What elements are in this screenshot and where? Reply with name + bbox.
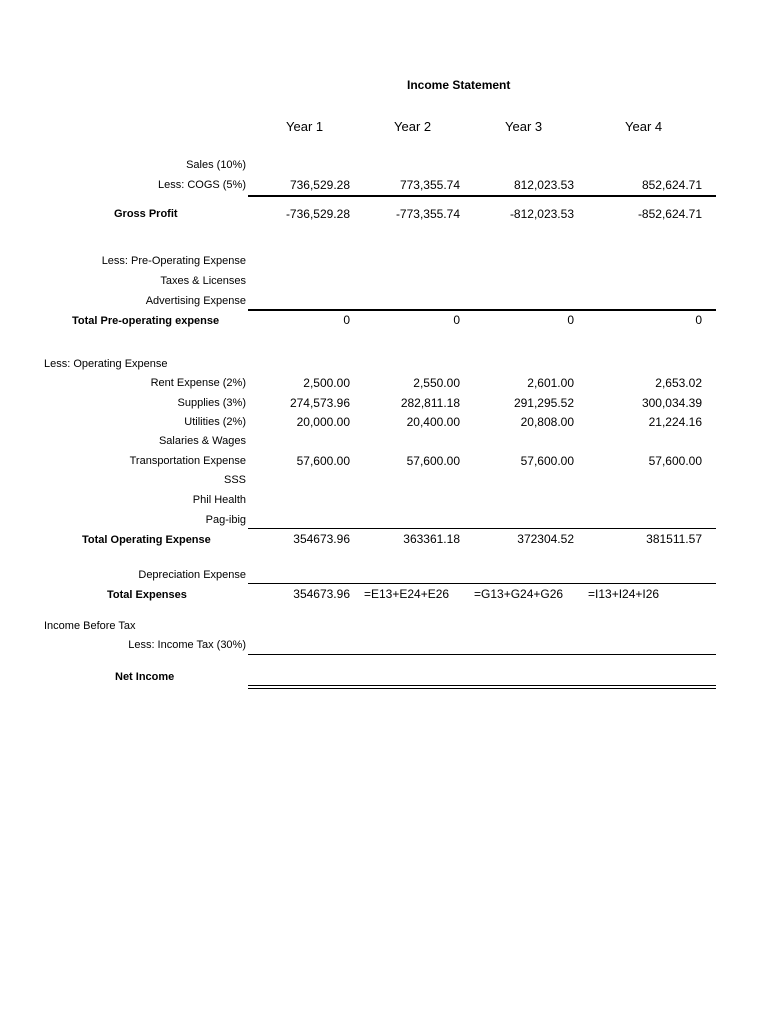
- rent-year-4: 2,653.02: [655, 376, 702, 390]
- gross-profit-label: Gross Profit: [114, 208, 178, 220]
- income-before-tax-label: Income Before Tax: [44, 620, 136, 632]
- depreciation-underline: [248, 583, 716, 584]
- advertising-underline: [248, 309, 716, 311]
- total-expenses-year-2: =E13+E24+E26: [364, 587, 450, 601]
- total-expenses-year-4: =I13+I24+I26: [588, 587, 660, 601]
- total-pre-operating-year-4: 0: [695, 313, 702, 327]
- taxes-licenses-label: Taxes & Licenses: [160, 275, 246, 287]
- rent-year-3: 2,601.00: [527, 376, 574, 390]
- cogs-year-1: 736,529.28: [289, 178, 350, 192]
- supplies-year-2: 282,811.18: [400, 396, 460, 410]
- sss-label: SSS: [223, 474, 246, 486]
- gross-profit-year-3: -812,023.53: [509, 207, 574, 221]
- cogs-underline: [248, 195, 716, 197]
- transportation-year-2: 57,600.00: [406, 454, 460, 468]
- total-pre-operating-year-1: 0: [343, 313, 350, 327]
- sales-label: Sales (10%): [186, 159, 246, 171]
- transportation-year-4: 57,600.00: [648, 454, 702, 468]
- rent-label: Rent Expense (2%): [150, 377, 246, 389]
- rent-year-2: 2,550.00: [413, 376, 460, 390]
- statement-title: Income Statement: [407, 78, 511, 92]
- supplies-year-1: 274,573.96: [289, 396, 350, 410]
- utilities-year-4: 21,224.16: [648, 415, 702, 429]
- rent-year-1: 2,500.00: [303, 376, 350, 390]
- income-tax-underline: [248, 654, 716, 655]
- total-expenses-label: Total Expenses: [107, 589, 187, 601]
- total-expenses-year-1: 354673.96: [293, 587, 350, 601]
- total-operating-year-2: 363361.18: [403, 532, 460, 546]
- utilities-year-3: 20,808.00: [520, 415, 574, 429]
- transportation-year-3: 57,600.00: [520, 454, 574, 468]
- utilities-label: Utilities (2%): [184, 416, 246, 428]
- pre-operating-header: Less: Pre-Operating Expense: [101, 255, 246, 267]
- year-3-header: Year 3: [505, 119, 543, 134]
- year-4-header: Year 4: [625, 119, 663, 134]
- income-tax-label: Less: Income Tax (30%): [128, 639, 246, 651]
- utilities-year-1: 20,000.00: [296, 415, 350, 429]
- total-operating-year-1: 354673.96: [293, 532, 350, 546]
- advertising-label: Advertising Expense: [145, 295, 246, 307]
- total-pre-operating-label: Total Pre-operating expense: [72, 315, 220, 327]
- total-expenses-year-3: =G13+G24+G26: [474, 587, 564, 601]
- net-income-label: Net Income: [115, 671, 175, 683]
- pag-ibig-label: Pag-ibig: [205, 514, 246, 526]
- transportation-year-1: 57,600.00: [296, 454, 350, 468]
- year-2-header: Year 2: [394, 119, 432, 134]
- supplies-year-3: 291,295.52: [513, 396, 574, 410]
- salaries-label: Salaries & Wages: [158, 435, 246, 447]
- cogs-label: Less: COGS (5%): [157, 179, 246, 191]
- transportation-label: Transportation Expense: [129, 455, 246, 467]
- utilities-year-2: 20,400.00: [406, 415, 460, 429]
- total-operating-year-4: 381511.57: [646, 532, 702, 546]
- operating-header: Less: Operating Expense: [44, 358, 168, 370]
- phil-health-label: Phil Health: [192, 494, 246, 506]
- gross-profit-year-1: -736,529.28: [285, 207, 350, 221]
- supplies-label: Supplies (3%): [177, 397, 246, 409]
- gross-profit-year-2: -773,355.74: [395, 207, 460, 221]
- cogs-year-2: 773,355.74: [399, 178, 460, 192]
- total-pre-operating-year-2: 0: [453, 313, 460, 327]
- depreciation-label: Depreciation Expense: [138, 569, 246, 581]
- pag-ibig-underline: [248, 528, 716, 529]
- cogs-year-4: 852,624.71: [641, 178, 702, 192]
- net-income-double-underline: [248, 685, 716, 689]
- total-operating-label: Total Operating Expense: [82, 534, 211, 546]
- cogs-year-3: 812,023.53: [513, 178, 574, 192]
- year-1-header: Year 1: [286, 119, 324, 134]
- total-operating-year-3: 372304.52: [517, 532, 574, 546]
- supplies-year-4: 300,034.39: [641, 396, 702, 410]
- total-pre-operating-year-3: 0: [567, 313, 574, 327]
- gross-profit-year-4: -852,624.71: [637, 207, 702, 221]
